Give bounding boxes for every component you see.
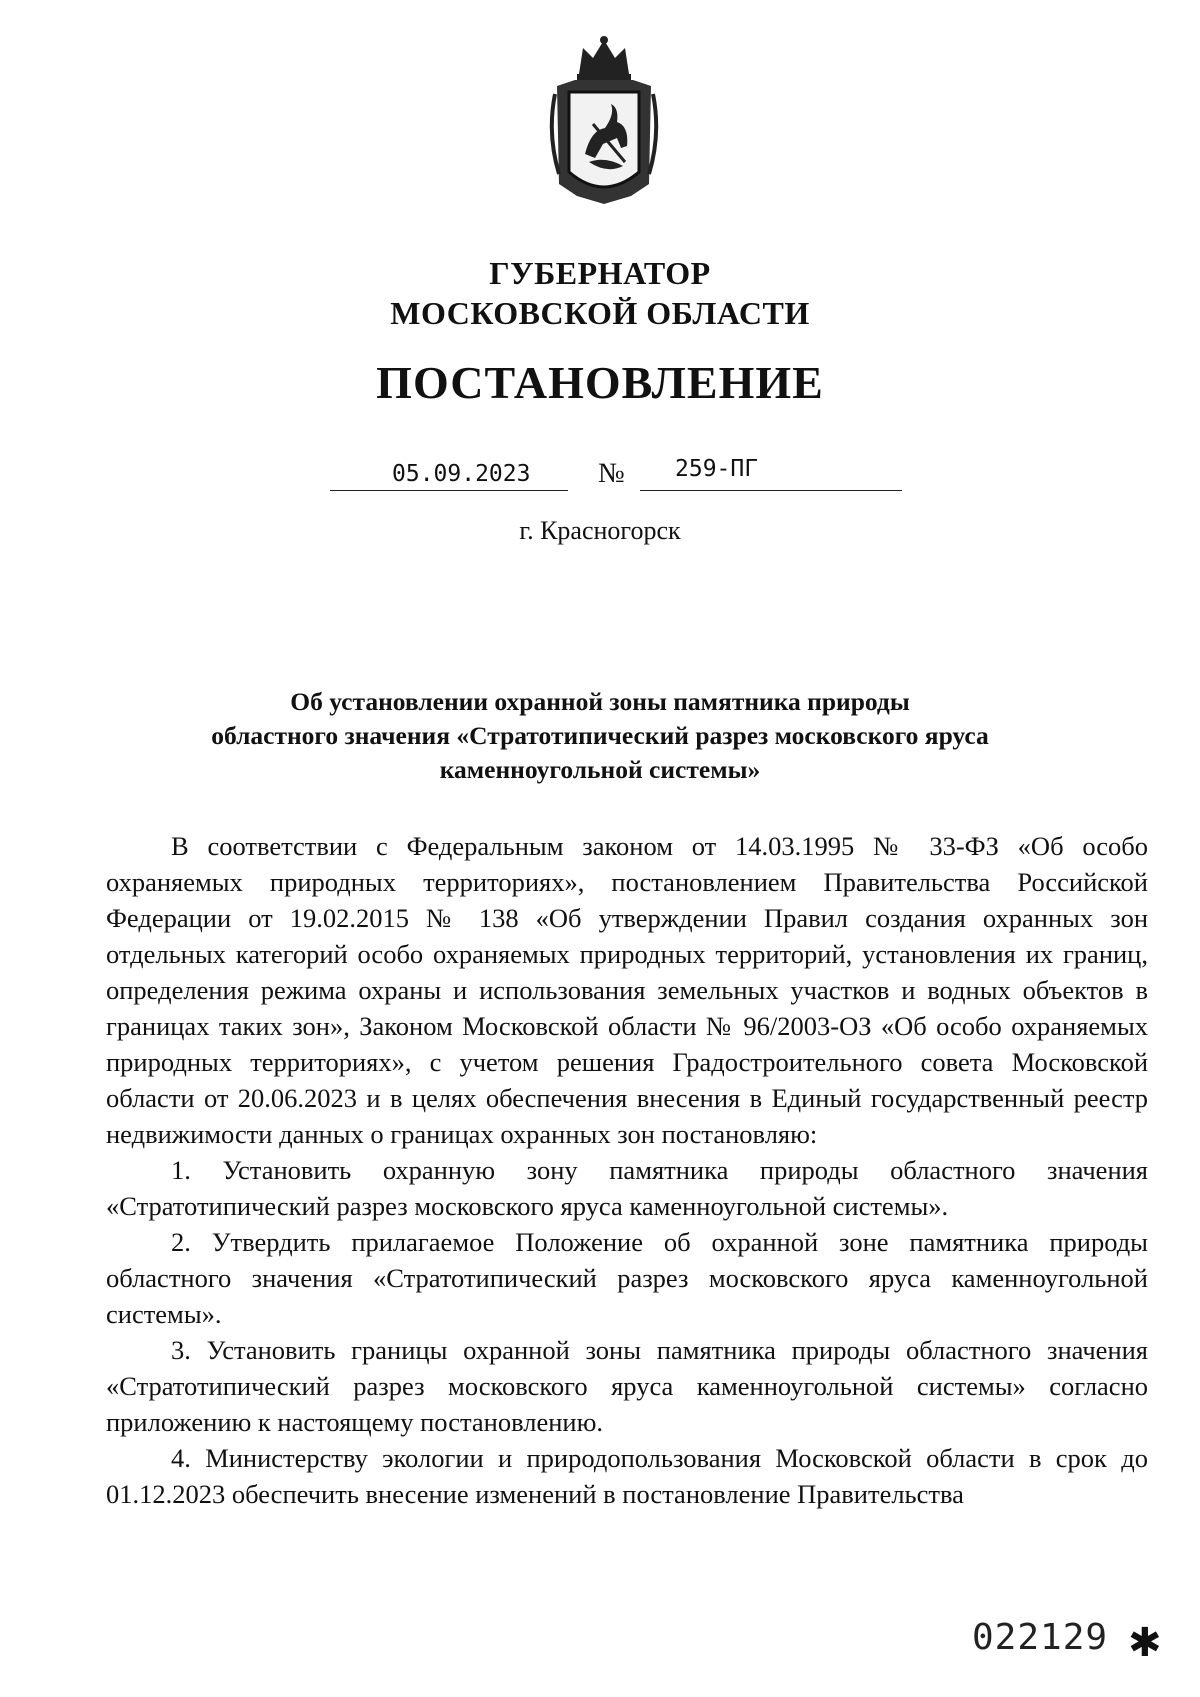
coat-of-arms-icon xyxy=(545,34,663,212)
title-line-1: Об установлении охранной зоны памятника природы xyxy=(290,687,910,716)
document-title xyxy=(150,685,1050,787)
clause-1: 1. Установить охранную зону памятника природы областного значения «Стратотипический разрез московского яруса каменноугольной системы». xyxy=(106,1155,1148,1221)
document-type: ПОСТАНОВЛЕНИЕ xyxy=(376,357,824,408)
number-sign: № xyxy=(598,458,625,489)
title-line-3: каменноугольной системы» xyxy=(439,755,761,784)
clause-3: 3. Установить границы охранной зоны памятника природы областного значения «Стратотипический разрез московского яруса каменноугольной системы» согласно приложению к настоящему постановлению. xyxy=(106,1335,1148,1437)
form-serial-number: 022129 xyxy=(972,1617,1109,1658)
organization-line-1: ГУБЕРНАТОР xyxy=(489,255,711,291)
document-number: 259-ПГ xyxy=(675,456,759,482)
date-underline xyxy=(330,490,568,491)
preamble-paragraph: В соответствии с Федеральным законом от 14.03.1995 № 33-ФЗ «Об особо охраняемых природных территориях», постановлением Правительства Российской Федерации от 19.02.2015 № 138 «Об утверждении Правил создания охранных зон отдельных категорий особо охраняемых природных территорий, установления их границ, определения режима охраны и использования земельных участков и водных объектов в границах таких зон», Законом Московской области № 96/2003-ОЗ «Об особо охраняемых природных территориях», с учетом решения Градостроительного совета Московской области от 20.06.2023 и в целях обеспечения внесения в Единый государственный реестр недвижимости данных о границах охранных зон постановляю: xyxy=(106,831,1148,1149)
title-line-2: областного значения «Стратотипический разрез московского яруса xyxy=(211,721,989,750)
number-underline xyxy=(640,490,902,491)
document-date: 05.09.2023 xyxy=(392,461,531,487)
clause-4: 4. Министерству экологии и природопользования Московской области в срок до 01.12.2023 обеспечить внесение изменений в постановление Правительства xyxy=(106,1443,1148,1509)
city: г. Красногорск xyxy=(519,516,681,545)
clause-2: 2. Утвердить прилагаемое Положение об охранной зоне памятника природы областного значения «Стратотипический разрез московского яруса каменноугольной системы». xyxy=(106,1227,1148,1329)
organization-line-2: МОСКОВСКОЙ ОБЛАСТИ xyxy=(390,295,810,331)
asterisk-mark: ✱ xyxy=(1128,1620,1162,1666)
document-body xyxy=(106,828,1148,1512)
